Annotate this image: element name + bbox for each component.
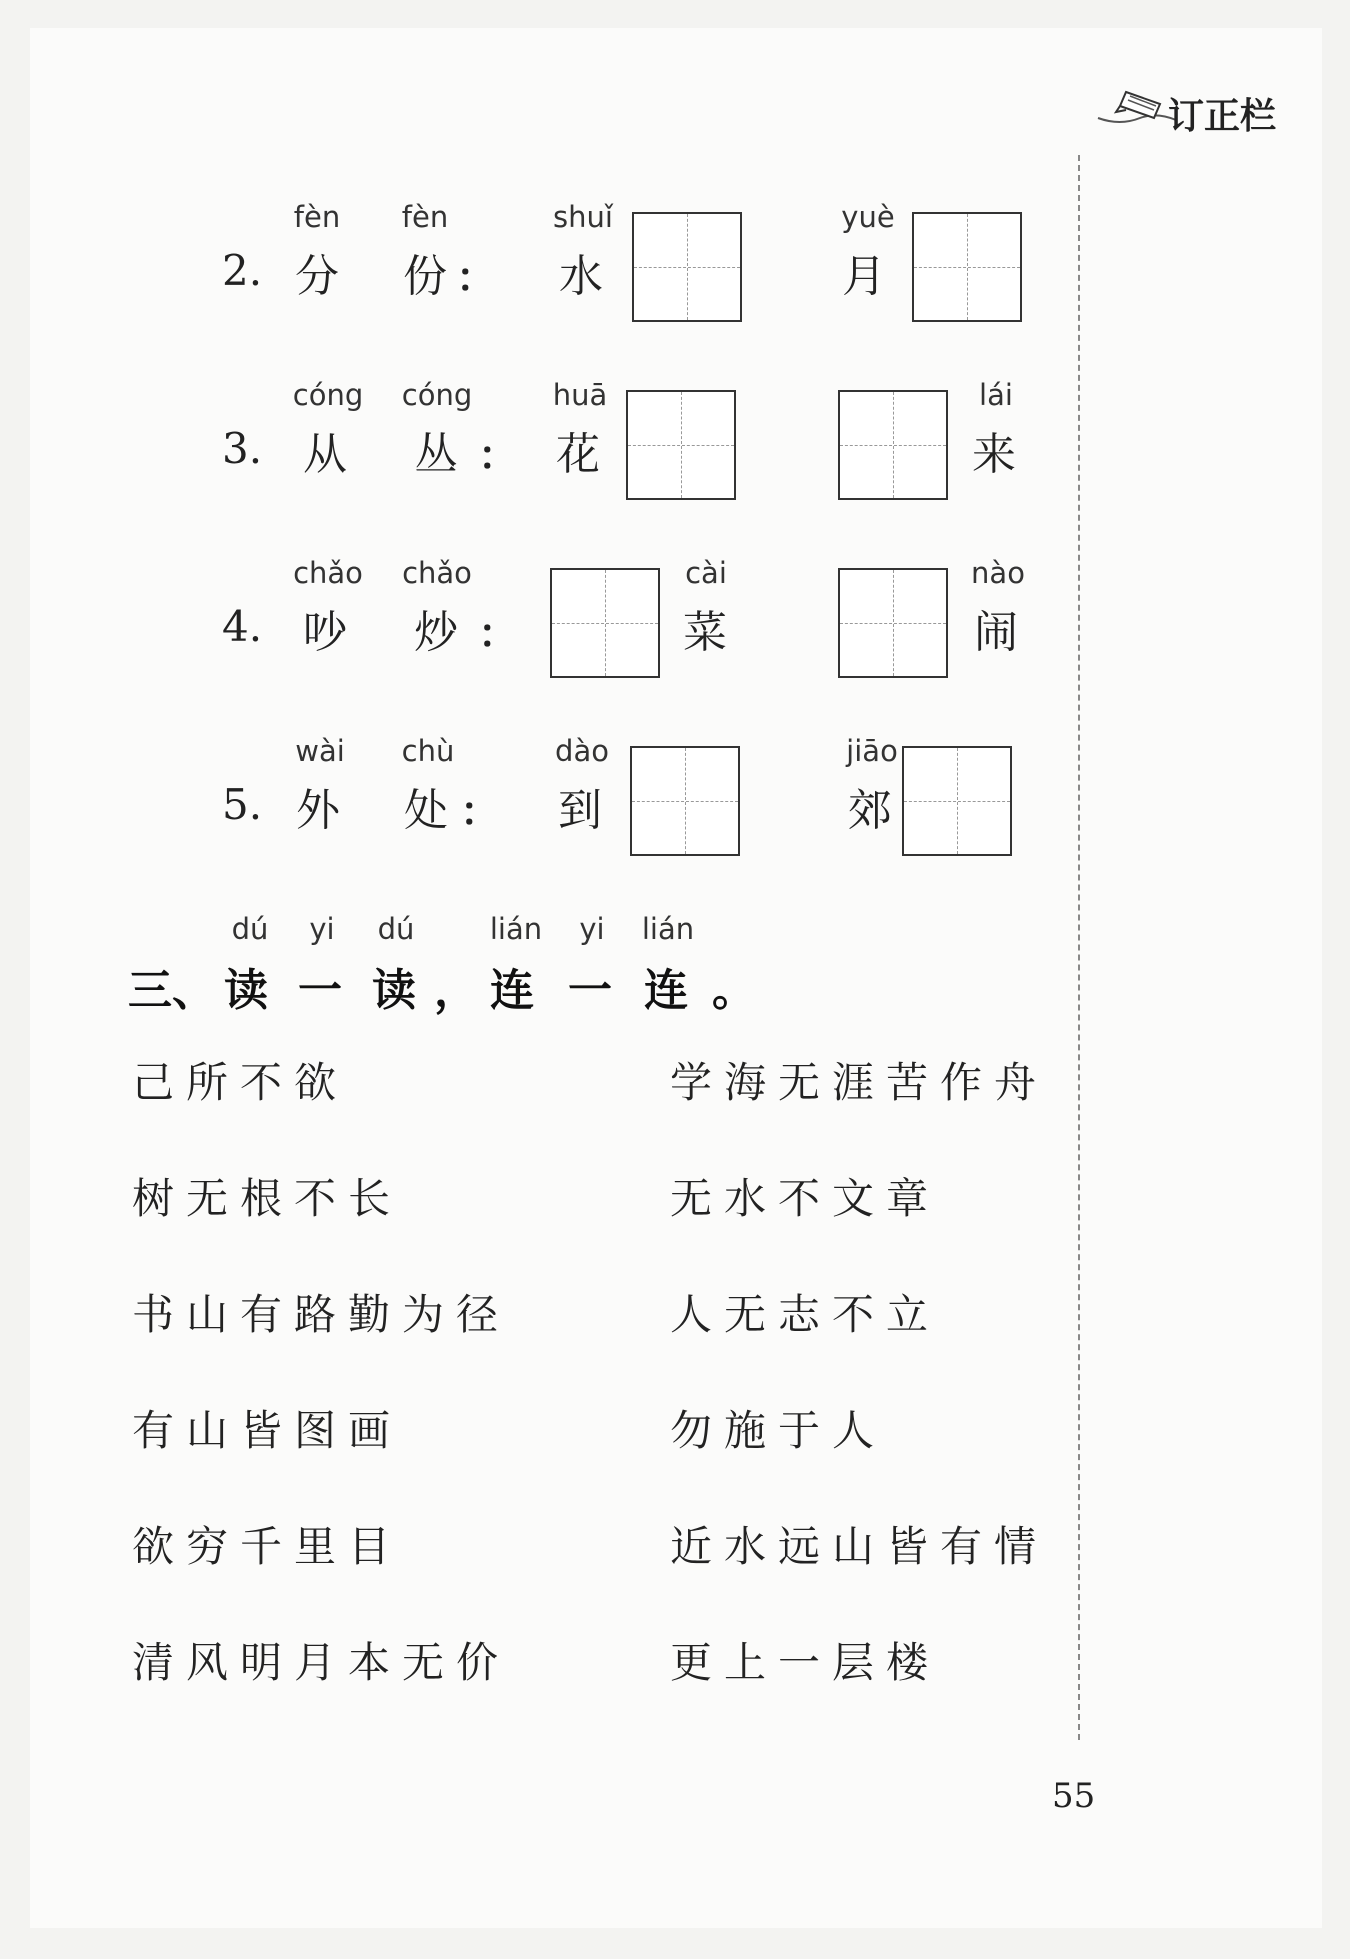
pinyin: wài	[295, 734, 345, 768]
right-phrase[interactable]: 无水不文章	[670, 1174, 941, 1223]
left-phrase[interactable]: 书山有路勤为径	[132, 1290, 511, 1339]
pinyin: lái	[979, 378, 1013, 412]
left-phrase[interactable]: 树无根不长	[132, 1174, 403, 1223]
pinyin: huā	[552, 378, 608, 412]
pinyin: cài	[685, 556, 727, 590]
heading-char: 连	[644, 965, 688, 1016]
right-phrase[interactable]: 更上一层楼	[670, 1638, 941, 1687]
pinyin: yuè	[841, 200, 895, 234]
pinyin: dào	[555, 734, 609, 768]
pinyin: lián	[489, 912, 543, 946]
item-number: 4.	[222, 602, 263, 651]
heading-char: 一	[568, 965, 612, 1016]
pinyin: yi	[309, 912, 335, 946]
char: 郊	[848, 785, 892, 836]
page-number: 55	[1052, 1776, 1096, 1816]
pinyin: shuǐ	[553, 200, 613, 234]
char: 吵	[303, 607, 347, 658]
pinyin: lián	[641, 912, 695, 946]
char: 分	[295, 251, 339, 302]
pinyin: yi	[579, 912, 605, 946]
correction-column-header	[1090, 74, 1310, 144]
pinyin: fèn	[401, 200, 449, 234]
char: 到	[558, 785, 602, 836]
writing-box[interactable]	[630, 746, 740, 856]
writing-box[interactable]	[912, 212, 1022, 322]
char: 月	[842, 251, 886, 302]
pinyin: cóng	[292, 378, 364, 412]
char: 炒	[414, 607, 458, 658]
char: 来	[972, 429, 1016, 480]
correction-divider	[1078, 155, 1080, 1740]
colon: ：	[456, 254, 496, 301]
char: 份	[403, 251, 447, 302]
char: 处	[404, 785, 448, 836]
colon: ：	[460, 788, 500, 835]
char: 闹	[974, 607, 1018, 658]
pinyin: dú	[231, 912, 269, 946]
heading-period: 。	[712, 965, 756, 1016]
pinyin: dú	[377, 912, 415, 946]
left-phrase[interactable]: 清风明月本无价	[132, 1638, 511, 1687]
heading-char: 连	[490, 965, 534, 1016]
writing-box[interactable]	[838, 568, 948, 678]
item-number: 5.	[222, 780, 263, 829]
char: 从	[303, 429, 347, 480]
heading-char: 一	[298, 965, 342, 1016]
section-3-prefix: 三、	[128, 965, 216, 1016]
heading-comma: ，	[434, 965, 478, 1016]
colon: ：	[478, 610, 518, 657]
writing-box[interactable]	[626, 390, 736, 500]
right-phrase[interactable]: 学海无涯苦作舟	[670, 1058, 1049, 1107]
left-phrase[interactable]: 欲穷千里目	[132, 1522, 403, 1571]
right-phrase[interactable]: 勿施于人	[670, 1406, 887, 1455]
left-phrase[interactable]: 己所不欲	[132, 1058, 349, 1107]
pinyin: chǎo	[402, 556, 472, 590]
item-number: 3.	[222, 424, 263, 473]
char: 水	[559, 251, 603, 302]
pinyin: nào	[971, 556, 1025, 590]
writing-box[interactable]	[632, 212, 742, 322]
pinyin: chǎo	[293, 556, 363, 590]
char: 花	[556, 429, 600, 480]
heading-char: 读	[224, 965, 268, 1016]
item-number: 2.	[222, 246, 263, 295]
pencil-icon	[1090, 74, 1180, 144]
right-phrase[interactable]: 人无志不立	[670, 1290, 941, 1339]
char: 菜	[683, 607, 727, 658]
pinyin: chù	[401, 734, 455, 768]
pinyin: fèn	[293, 200, 341, 234]
heading-char: 读	[372, 965, 416, 1016]
pinyin: cóng	[401, 378, 473, 412]
correction-label: 订正栏	[1168, 96, 1277, 137]
colon: ：	[478, 432, 518, 479]
char: 丛	[414, 429, 458, 480]
writing-box[interactable]	[902, 746, 1012, 856]
left-phrase[interactable]: 有山皆图画	[132, 1406, 403, 1455]
right-phrase[interactable]: 近水远山皆有情	[670, 1522, 1049, 1571]
char: 外	[296, 785, 340, 836]
writing-box[interactable]	[838, 390, 948, 500]
pinyin: jiāo	[846, 734, 898, 768]
writing-box[interactable]	[550, 568, 660, 678]
